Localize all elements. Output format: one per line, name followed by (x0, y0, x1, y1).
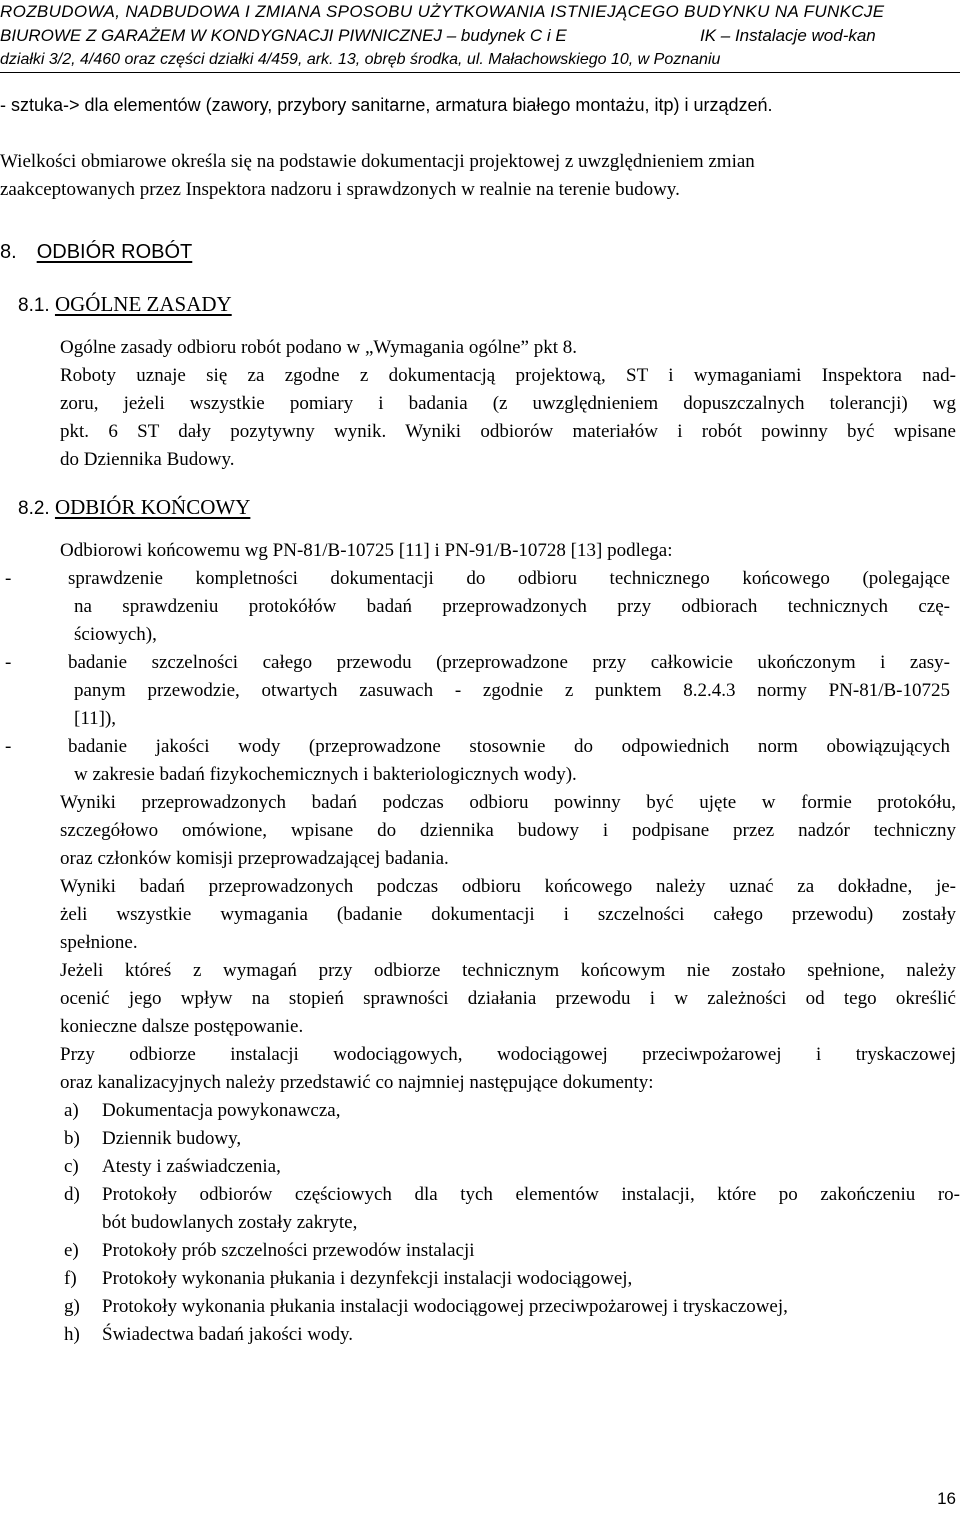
item-line: [11]), (74, 708, 117, 729)
final-check-item (0, 565, 950, 649)
header-building: BIUROWE Z GARAŻEM W KONDYGNACJI PIWNICZNEJ – budynek C i E (0, 26, 567, 45)
section-8-heading (0, 241, 192, 264)
header-divider (0, 72, 960, 73)
paragraph-line: oraz członków komisji przeprowadzającej badania. (60, 848, 449, 869)
paragraph-line: zoru, jeżeli wszystkie pomiary i badania (z uwzględnieniem dopuszczalnych tolerancji) wg (60, 393, 956, 414)
section-8-1-number: 8.1. (18, 295, 50, 316)
list-marker: b) (64, 1128, 80, 1149)
list-item-text: Protokoły wykonania płukania instalacji wodociągowej przeciwpożarowej i tryskaczowej, (102, 1296, 788, 1317)
item-line: Protokoły odbiorów częściowych dla tych elementów instalacji, które po zakończeniu ro- (102, 1184, 960, 1205)
section-8-1-paragraph (60, 362, 956, 474)
list-item-text: Protokoły wykonania płukania i dezynfekcji instalacji wodociągowej, (102, 1268, 633, 1289)
list-item-text: Dziennik budowy, (102, 1128, 242, 1149)
list-item-text: Protokoły prób szczelności przewodów instalacji (102, 1240, 475, 1261)
document-list-item (64, 1293, 960, 1321)
results-paragraph (60, 873, 956, 957)
final-check-item (0, 733, 950, 789)
final-check-text (68, 565, 950, 649)
paragraph-line: pkt. 6 ST dały pozytywny wynik. Wyniki odbiorów materiałów i robót powinny być wpisane (60, 421, 956, 442)
item-line: panym przewodzie, otwartych zasuwach - zgodnie z punktem 8.2.4.3 normy PN-81/B-10725 (74, 680, 950, 701)
dash-bullet: - (5, 652, 12, 673)
measurement-paragraph (0, 148, 960, 204)
final-check-text (68, 649, 950, 733)
section-8-title: ODBIÓR ROBÓT (36, 241, 193, 263)
section-8-1-heading (18, 292, 232, 317)
header-location: działki 3/2, 4/460 oraz części działki 4/459, ark. 13, obręb środka, ul. Małachowskiego 10, w Poznaniu (0, 51, 721, 68)
header-project-title: ROZBUDOWA, NADBUDOWA I ZMIANA SPOSOBU UŻYTKOWANIA ISTNIEJĄCEGO BUDYNKU NA FUNKCJE (0, 2, 885, 21)
section-8-number: 8. (0, 241, 17, 263)
header-building-line (0, 24, 960, 48)
dash-bullet: - (5, 568, 12, 589)
paragraph-line: szczegółowo omówione, wpisane do dziennika budowy i podpisane przez nadzór techniczny (60, 820, 956, 841)
list-marker: e) (64, 1240, 79, 1261)
document-list-item (64, 1265, 960, 1293)
dash-bullet: - (5, 736, 12, 757)
document-list-item (64, 1153, 960, 1181)
item-line: w zakresie badań fizykochemicznych i bakteriologicznych wody). (74, 764, 577, 785)
list-marker: c) (64, 1156, 79, 1177)
paragraph-line: ocenić jego wpływ na stopień sprawności działania przewodu i w zależności od tego określić (60, 988, 956, 1009)
document-list-item (64, 1181, 960, 1237)
section-8-2-title: ODBIÓR KOŃCOWY (54, 495, 251, 519)
paragraph-line: Roboty uznaje się za zgodne z dokumentacją projektową, ST i wymaganiami Inspektora nad- (60, 365, 956, 386)
section-8-2-number: 8.2. (18, 498, 50, 519)
item-line: na sprawdzeniu protokółów badań przeprowadzonych przy odbiorach technicznych czę- (74, 596, 950, 617)
documents-intro-paragraph (60, 1041, 956, 1097)
final-check-text (68, 733, 950, 789)
list-marker: g) (64, 1296, 80, 1317)
paragraph-line: Wyniki badań przeprowadzonych podczas odbioru końcowego należy uznać za dokładne, je- (60, 876, 956, 897)
item-line: badanie szczelności całego przewodu (przeprowadzone przy całkowicie ukończonym i zasy- (68, 652, 950, 673)
paragraph-line: żeli wszystkie wymagania (badanie dokumentacji i szczelności całego przewodu) zostały (60, 904, 956, 925)
item-line: ściowych), (74, 624, 157, 645)
item-line: bót budowlanych zostały zakryte, (102, 1212, 358, 1233)
paragraph-line: oraz kanalizacyjnych należy przedstawić co najmniej następujące dokumenty: (60, 1072, 654, 1093)
paragraph-line: Jeżeli któreś z wymagań przy odbiorze technicznym końcowym nie zostało spełnione, należy (60, 960, 956, 981)
list-item-text: Świadectwa badań jakości wody. (102, 1324, 353, 1345)
item-line: badanie jakości wody (przeprowadzone stosownie do odpowiednich norm obowiązujących (68, 736, 950, 757)
document-list-item (64, 1237, 960, 1265)
list-marker: f) (64, 1268, 77, 1289)
document-list-item (64, 1321, 960, 1349)
running-header (0, 0, 960, 72)
paragraph-line: Wyniki przeprowadzonych badań podczas odbioru powinny być ujęte w formie protokółu, (60, 792, 956, 813)
paragraph-line: do Dziennika Budowy. (60, 449, 235, 470)
paragraph-line: spełnione. (60, 932, 138, 953)
final-check-item (0, 649, 950, 733)
section-8-1-title: OGÓLNE ZASADY (54, 292, 232, 316)
list-marker: d) (64, 1184, 80, 1205)
list-item-text: Atesty i zaświadczenia, (102, 1156, 281, 1177)
measurement-line: zaakceptowanych przez Inspektora nadzoru i sprawdzonych w realnie na terenie budowy. (0, 179, 680, 200)
section-8-2-intro: Odbiorowi końcowemu wg PN-81/B-10725 [11] i PN-91/B-10728 [13] podlega: (60, 540, 673, 561)
page-number: 16 (937, 1489, 956, 1508)
section-8-1-intro: Ogólne zasady odbioru robót podano w „Wymagania ogólne” pkt 8. (60, 337, 577, 358)
list-item-text (102, 1181, 960, 1237)
list-marker: h) (64, 1324, 80, 1345)
list-marker: a) (64, 1100, 79, 1121)
protocol-paragraph (60, 789, 956, 873)
document-list-item (64, 1125, 960, 1153)
measurement-line: Wielkości obmiarowe określa się na podstawie dokumentacji projektowej z uwzględnieniem zmian (0, 151, 755, 172)
list-item-text: Dokumentacja powykonawcza, (102, 1100, 341, 1121)
section-8-2-heading (18, 495, 250, 520)
item-line: sprawdzenie kompletności dokumentacji do odbioru technicznego końcowego (polegające (68, 568, 950, 589)
header-discipline: IK – Instalacje wod-kan (700, 26, 876, 45)
paragraph-line: konieczne dalsze postępowanie. (60, 1016, 304, 1037)
unit-description: - sztuka-> dla elementów (zawory, przybory sanitarne, armatura białego montażu, itp) i urządzeń. (0, 95, 773, 115)
paragraph-line: Przy odbiorze instalacji wodociągowych, wodociągowej przeciwpożarowej i tryskaczowej (60, 1044, 956, 1065)
requirements-paragraph (60, 957, 956, 1041)
document-list-item (64, 1097, 960, 1125)
